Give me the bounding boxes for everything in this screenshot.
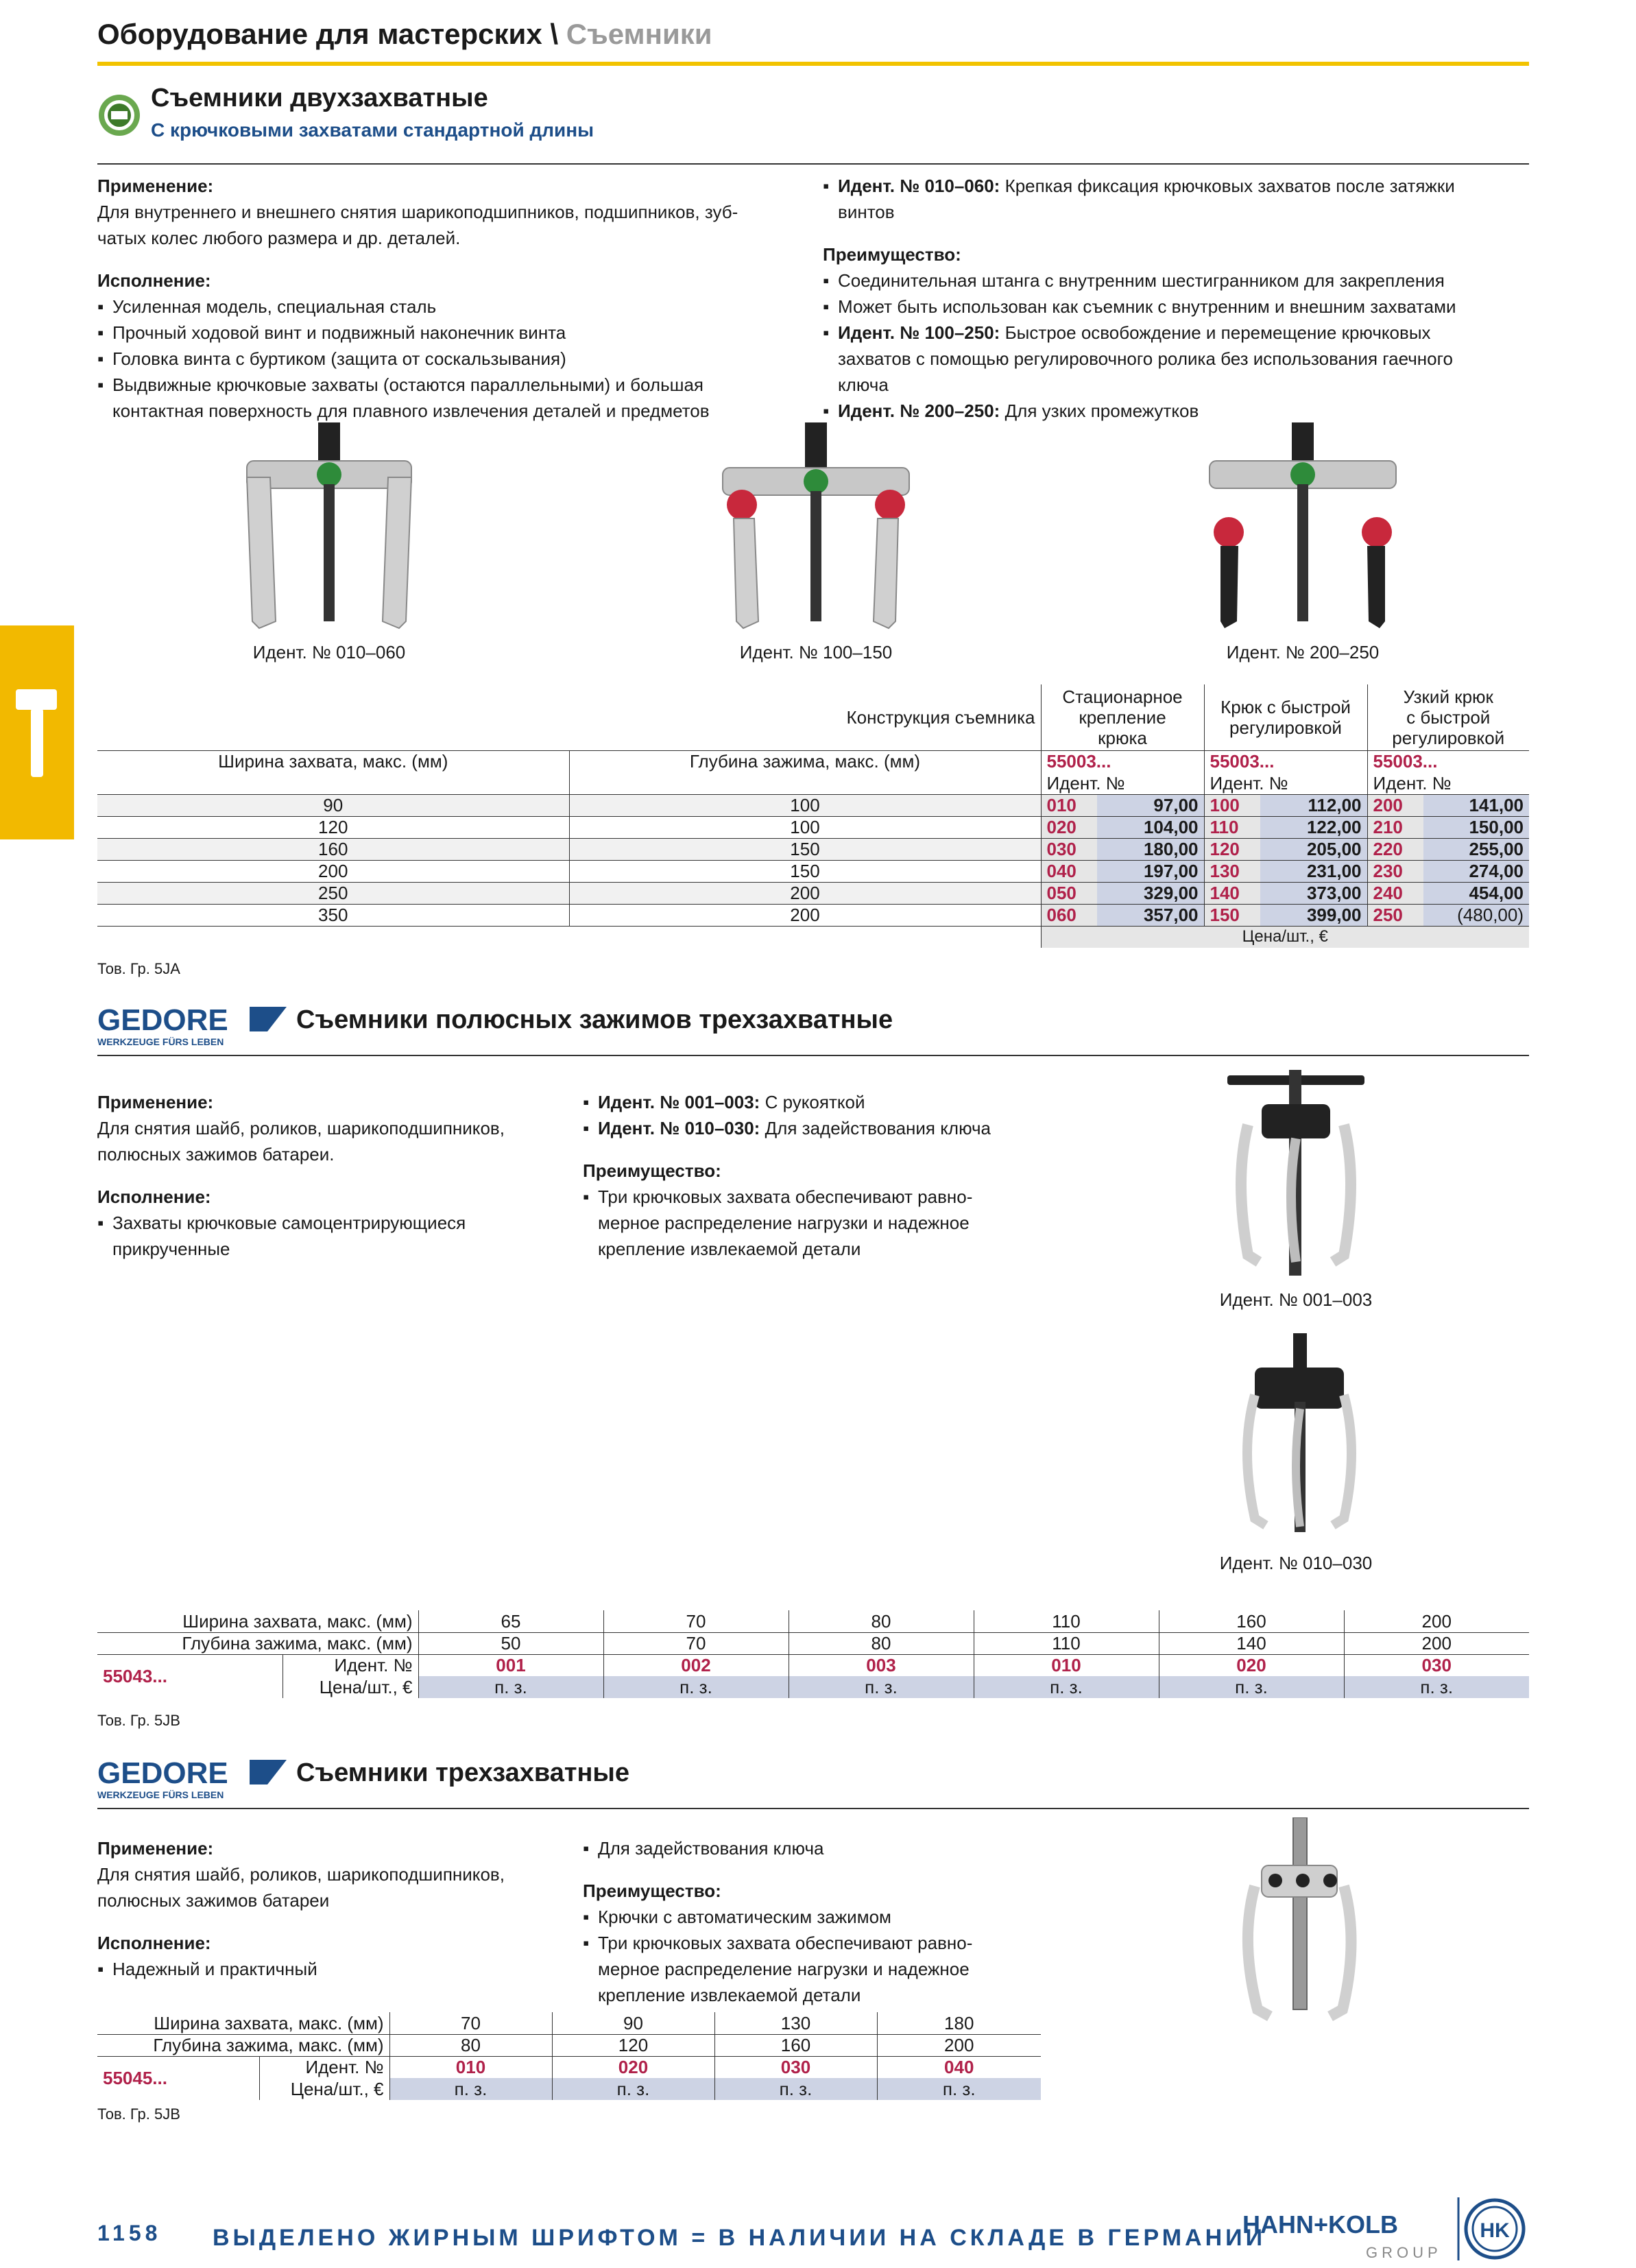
product-group-label: Тов. Гр. 5JB — [97, 2105, 180, 2123]
puller-image-100-150 — [713, 422, 919, 635]
ident-cell: 230 — [1367, 860, 1423, 882]
ident-cell: 150 — [1204, 904, 1260, 926]
ident-label: Идент. № 001–003: — [598, 1092, 760, 1112]
ident-cell: 010 — [1041, 794, 1097, 816]
width-cell: 90 — [552, 2012, 714, 2034]
price-cell: 97,00 — [1097, 794, 1204, 816]
puller-image-three-jaw — [1227, 1817, 1371, 2030]
advantage-text: ключа — [838, 374, 889, 395]
width-cell: 70 — [603, 1610, 789, 1632]
section1-table-wrap — [97, 684, 1529, 948]
application-text: Для снятия шайб, роликов, шарикоподшипников, — [97, 1118, 505, 1138]
execution-heading: Исполнение: — [97, 1186, 211, 1207]
puller-image-001-003 — [1220, 1070, 1371, 1282]
price-cell: 205,00 — [1260, 838, 1367, 860]
section2-title: Съемники полюсных зажимов трехзахватные — [296, 1005, 893, 1034]
ident-cell: 100 — [1204, 794, 1260, 816]
advantage-text: Быстрое освобождение и перемещение крючковых — [1000, 322, 1431, 343]
price-cell: п. з. — [552, 2078, 714, 2100]
ident-label: Идент. № — [1373, 772, 1452, 793]
width-cell: 120 — [97, 816, 569, 838]
section1-table — [97, 684, 1529, 948]
advantage-item-cont: крепление извлекаемой детали — [598, 1239, 861, 1259]
execution-item-cont: контактная поверхность для плавного извлечения деталей и предметов — [112, 401, 710, 421]
price-label: Цена/шт., € — [259, 2078, 389, 2100]
section2-table — [97, 1610, 1529, 1698]
price-label: Цена/шт., € — [1041, 926, 1529, 948]
gedore-logo — [97, 1756, 289, 1801]
caption-001-003: Идент. № 001–003 — [1219, 1289, 1373, 1310]
ident-text: С рукояткой — [760, 1092, 865, 1112]
application-text: чатых колес любого размера и др. деталей. — [97, 228, 461, 248]
width-cell: 70 — [389, 2012, 552, 2034]
col-header-quick: Крюк с быстрой регулировкой — [1204, 684, 1367, 750]
depth-cell: 120 — [552, 2034, 714, 2056]
depth-cell: 70 — [603, 1632, 789, 1654]
ident-label: Идент. № — [259, 2056, 389, 2078]
width-cell: 110 — [974, 1610, 1159, 1632]
ident-cell: 060 — [1041, 904, 1097, 926]
depth-cell: 200 — [1421, 1633, 1452, 1654]
execution-item: ▪ Усиленная модель, специальная сталь — [97, 294, 817, 320]
section3-header — [97, 1746, 1529, 1809]
product-prefix: 55045... — [97, 2056, 259, 2100]
ident-label: Идент. № — [1041, 772, 1204, 794]
svg-text:HK: HK — [1480, 2219, 1510, 2242]
depth-header: Глубина зажима, макс. (мм) — [569, 750, 1041, 794]
ident-cell: 200 — [1367, 794, 1423, 816]
depth-cell: 200 — [569, 882, 1041, 904]
execution-item: ▪ Выдвижные крючковые захваты (остаются параллельными) и большая — [97, 372, 817, 398]
ident-label: Идент. № 010–060: — [838, 176, 1000, 196]
hahn-kolb-logo — [1242, 2195, 1530, 2263]
price-cell: п. з. — [877, 2078, 1041, 2100]
product-group-label: Тов. Гр. 5JB — [97, 1712, 180, 1729]
price-cell: 255,00 — [1423, 838, 1529, 860]
section3-table-wrap — [97, 2012, 1041, 2100]
ident-cell: 220 — [1367, 838, 1423, 860]
ident-cell: 240 — [1367, 882, 1423, 904]
gedore-logo — [97, 1003, 289, 1048]
table-row — [97, 882, 1529, 904]
ident-text: винтов — [838, 202, 895, 222]
price-cell: 399,00 — [1260, 904, 1367, 926]
price-cell: 329,00 — [1097, 882, 1204, 904]
ident-text: Крепкая фиксация крючковых захватов после затяжки — [1000, 176, 1455, 196]
depth-cell: 140 — [1159, 1632, 1344, 1654]
header-separator: \ — [542, 18, 566, 50]
application-heading: Применение: — [97, 1092, 214, 1112]
advantage-item: ▪ Три крючковых захвата обеспечивают равно- — [583, 1930, 1063, 1956]
price-cell: 112,00 — [1260, 794, 1367, 816]
section3-left-text — [97, 1835, 564, 1982]
price-cell: п. з. — [418, 1676, 603, 1698]
caption-100-150: Идент. № 100–150 — [739, 642, 893, 663]
execution-item: ▪ Головка винта с буртиком (защита от соскальзывания) — [97, 346, 817, 372]
price-cell: 357,00 — [1097, 904, 1204, 926]
prefix-stationary: 55003... — [1041, 750, 1204, 772]
ident-label: Идент. № 200–250: — [838, 401, 1000, 421]
advantage-heading: Преимущество: — [823, 244, 961, 265]
advantage-item-cont: крепление извлекаемой детали — [598, 1985, 861, 2005]
svg-text:GEDORE: GEDORE — [97, 1756, 228, 1790]
ident-cell: 250 — [1367, 904, 1423, 926]
construction-label: Конструкция съемника — [97, 684, 1041, 750]
product-prefix: 55043... — [97, 1654, 282, 1698]
price-cell: п. з. — [789, 1676, 974, 1698]
advantage-item: ▪ Соединительная штанга с внутренним шестигранником для закрепления — [823, 267, 1529, 294]
header-subcategory: Съемники — [566, 18, 712, 50]
price-cell: 150,00 — [1423, 816, 1529, 838]
price-cell: 197,00 — [1097, 860, 1204, 882]
ident-cell: 020 — [1041, 816, 1097, 838]
ident-label: Идент. № — [282, 1654, 418, 1676]
advantage-heading: Преимущество: — [583, 1160, 721, 1181]
table-row — [97, 904, 1529, 926]
section1-subtitle: С крючковыми захватами стандартной длины — [151, 119, 594, 141]
ident-cell: 020 — [1159, 1654, 1344, 1676]
width-header: Ширина захвата, макс. (мм) — [97, 750, 569, 794]
depth-cell: 100 — [569, 816, 1041, 838]
application-text: Для снятия шайб, роликов, шарикоподшипников, — [97, 1864, 505, 1885]
price-cell: 454,00 — [1423, 882, 1529, 904]
svg-text:HAHN+KOLB: HAHN+KOLB — [1242, 2210, 1399, 2239]
depth-cell: 50 — [418, 1632, 603, 1654]
ident-cell: 002 — [603, 1654, 789, 1676]
price-cell: 141,00 — [1423, 794, 1529, 816]
depth-header: Глубина зажима, макс. (мм) — [97, 2034, 389, 2056]
feature-item: ▪ Для задействования ключа — [583, 1835, 1063, 1861]
width-cell: 160 — [97, 838, 569, 860]
ident-cell: 030 — [1421, 1655, 1452, 1676]
ident-cell: 050 — [1041, 882, 1097, 904]
section2-table-wrap — [97, 1610, 1529, 1698]
execution-heading: Исполнение: — [97, 270, 211, 291]
ident-cell: 030 — [714, 2056, 877, 2078]
section1-left-text — [97, 173, 817, 424]
application-heading: Применение: — [97, 176, 214, 196]
ident-cell: 130 — [1204, 860, 1260, 882]
svg-text:GROUP: GROUP — [1366, 2244, 1442, 2261]
ident-cell: 040 — [944, 2057, 974, 2078]
price-cell: п. з. — [974, 1676, 1159, 1698]
width-cell: 180 — [944, 2012, 974, 2033]
prefix-quick: 55003... — [1204, 750, 1367, 772]
section2-left-text — [97, 1089, 564, 1262]
price-cell: 122,00 — [1260, 816, 1367, 838]
price-cell: 373,00 — [1260, 882, 1367, 904]
width-header: Ширина захвата, макс. (мм) — [97, 1610, 418, 1632]
price-cell: п. з. — [603, 1676, 789, 1698]
depth-cell: 80 — [789, 1632, 974, 1654]
section3-table — [97, 2012, 1041, 2100]
width-cell: 350 — [97, 904, 569, 926]
puller-image-010-060 — [233, 422, 425, 635]
section2-right-text — [583, 1089, 1063, 1262]
section3-right-text — [583, 1835, 1063, 2008]
section1-right-text — [823, 173, 1529, 424]
svg-text:GEDORE: GEDORE — [97, 1003, 228, 1037]
execution-item: ▪ Захваты крючковые самоцентрирующиеся — [97, 1210, 564, 1236]
width-cell: 80 — [789, 1610, 974, 1632]
table-row — [97, 794, 1529, 816]
ident-text: Для задействования ключа — [760, 1118, 991, 1138]
ident-cell: 120 — [1204, 838, 1260, 860]
ident-cell: 001 — [418, 1654, 603, 1676]
svg-text:WERKZEUGE FÜRS LEBEN: WERKZEUGE FÜRS LEBEN — [97, 1789, 224, 1800]
depth-cell: 200 — [569, 904, 1041, 926]
application-text: Для внутреннего и внешнего снятия шарикоподшипников, подшипников, зуб- — [97, 202, 738, 222]
depth-header: Глубина зажима, макс. (мм) — [97, 1632, 418, 1654]
ident-cell: 010 — [389, 2056, 552, 2078]
svg-text:WERKZEUGE FÜRS LEBEN: WERKZEUGE FÜRS LEBEN — [97, 1036, 224, 1047]
caption-010-060: Идент. № 010–060 — [252, 642, 406, 663]
ident-cell: 020 — [552, 2056, 714, 2078]
depth-cell: 80 — [389, 2034, 552, 2056]
price-cell: 231,00 — [1260, 860, 1367, 882]
ident-cell: 040 — [1041, 860, 1097, 882]
hammer-icon — [13, 681, 61, 784]
price-cell: 104,00 — [1097, 816, 1204, 838]
ident-cell: 010 — [974, 1654, 1159, 1676]
product-group-label: Тов. Гр. 5JA — [97, 960, 180, 977]
width-cell: 130 — [714, 2012, 877, 2034]
quality-seal-icon — [97, 93, 141, 137]
advantage-item-cont: мерное распределение нагрузки и надежное — [598, 1959, 970, 1979]
price-cell: 180,00 — [1097, 838, 1204, 860]
ident-cell: 210 — [1367, 816, 1423, 838]
depth-cell: 150 — [569, 838, 1041, 860]
advantage-heading: Преимущество: — [583, 1881, 721, 1901]
execution-item: ▪ Надежный и практичный — [97, 1956, 564, 1982]
depth-cell: 200 — [944, 2035, 974, 2055]
col-header-narrow: Узкий крюк с быстрой регулировкой — [1392, 686, 1505, 748]
table-row — [97, 838, 1529, 860]
section1-title: Съемники двухзахватные — [151, 84, 488, 112]
price-cell: 274,00 — [1423, 860, 1529, 882]
ident-cell: 030 — [1041, 838, 1097, 860]
depth-cell: 110 — [974, 1632, 1159, 1654]
section2-header — [97, 993, 1529, 1056]
width-header: Ширина захвата, макс. (мм) — [97, 2012, 389, 2034]
section1-header — [97, 84, 1529, 165]
ident-label: Идент. № 010–030: — [598, 1118, 760, 1138]
execution-item-cont: прикрученные — [112, 1239, 230, 1259]
ident-cell: 110 — [1204, 816, 1260, 838]
price-cell: п. з. — [1344, 1676, 1529, 1698]
application-heading: Применение: — [97, 1838, 214, 1859]
application-text: полюсных зажимов батареи. — [97, 1144, 335, 1165]
price-cell: (480,00) — [1423, 904, 1529, 926]
section3-title: Съемники трехзахватные — [296, 1758, 630, 1787]
price-cell: п. з. — [1159, 1676, 1344, 1698]
ident-cell: 003 — [789, 1654, 974, 1676]
advantage-item: ▪ Три крючковых захвата обеспечивают равно- — [583, 1184, 1063, 1210]
page-header — [97, 18, 1529, 66]
caption-010-030: Идент. № 010–030 — [1219, 1553, 1373, 1573]
advantage-text: захватов с помощью регулировочного ролика без использования гаечного — [838, 348, 1453, 369]
puller-image-010-030 — [1234, 1333, 1364, 1539]
header-category: Оборудование для мастерских — [97, 18, 542, 50]
ident-label: Идент. № — [1204, 772, 1367, 794]
execution-heading: Исполнение: — [97, 1933, 211, 1953]
advantage-text: Для узких промежутков — [1000, 401, 1199, 421]
table-row — [97, 816, 1529, 838]
prefix-narrow: 55003... — [1373, 751, 1438, 772]
advantage-item: ▪ Крючки с автоматическим зажимом — [583, 1904, 1063, 1930]
footer-note: ВЫДЕЛЕНО ЖИРНЫМ ШРИФТОМ = В НАЛИЧИИ НА СКЛАДЕ В ГЕРМАНИИ — [213, 2225, 1266, 2251]
width-cell: 200 — [1421, 1610, 1452, 1632]
execution-item: ▪ Прочный ходовой винт и подвижный наконечник винта — [97, 320, 817, 346]
width-cell: 200 — [97, 860, 569, 882]
price-cell: п. з. — [389, 2078, 552, 2100]
ident-label: Идент. № 100–250: — [838, 322, 1000, 343]
category-tab — [0, 625, 74, 839]
width-cell: 160 — [1159, 1610, 1344, 1632]
table-row — [97, 860, 1529, 882]
width-cell: 90 — [97, 794, 569, 816]
puller-image-200-250 — [1200, 422, 1406, 635]
depth-cell: 150 — [569, 860, 1041, 882]
col-header-stationary: Стационарное крепление крюка — [1041, 684, 1204, 750]
advantage-item-cont: мерное распределение нагрузки и надежное — [598, 1213, 970, 1233]
price-cell: п. з. — [714, 2078, 877, 2100]
width-cell: 65 — [418, 1610, 603, 1632]
depth-cell: 100 — [569, 794, 1041, 816]
page-number: 1158 — [97, 2221, 162, 2245]
width-cell: 250 — [97, 882, 569, 904]
ident-cell: 140 — [1204, 882, 1260, 904]
price-label: Цена/шт., € — [282, 1676, 418, 1698]
depth-cell: 160 — [714, 2034, 877, 2056]
caption-200-250: Идент. № 200–250 — [1226, 642, 1380, 663]
application-text: полюсных зажимов батареи — [97, 1890, 330, 1911]
advantage-item: ▪ Может быть использован как съемник с внутренним и внешним захватами — [823, 294, 1529, 320]
